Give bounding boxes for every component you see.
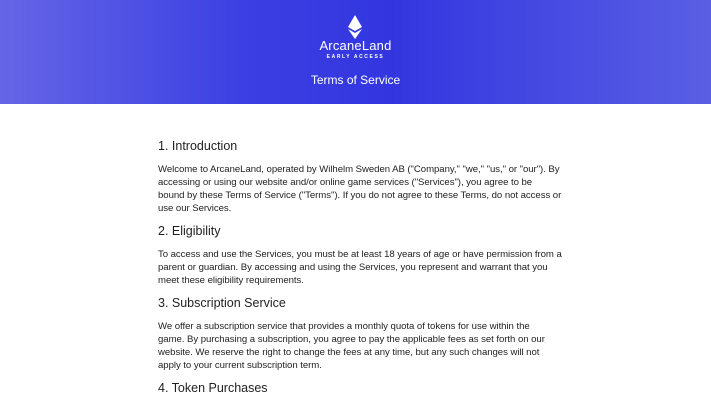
page-header: [0, 0, 711, 104]
brand-subtitle: EARLY ACCESS: [326, 54, 385, 60]
section-body-introduction: [158, 163, 562, 215]
section-heading-token-purchases: 4. Token Purchases: [158, 381, 268, 395]
text-line: parent or guardian. By accessing and using the Services, you represent and warrant that you: [158, 262, 548, 273]
text-line: game. By purchasing a subscription, you agree to pay the applicable fees as set forth on our: [158, 334, 545, 345]
section-heading-eligibility: 2. Eligibility: [158, 224, 221, 238]
text-line: We offer a subscription service that provides a monthly quota of tokens for use within the: [158, 321, 530, 332]
text-line: use our Services.: [158, 203, 232, 214]
brand-name: ArcaneLand: [319, 38, 392, 53]
text-line: website. We reserve the right to change the fees at any time, but any such changes will not: [158, 347, 540, 358]
section-body-eligibility: [158, 248, 562, 287]
text-line: accessing or using our website and/or online game services ("Services"), you agree to be: [158, 177, 533, 188]
ethereum-diamond-icon: [345, 15, 365, 39]
text-line: Welcome to ArcaneLand, operated by Wilhelm Sweden AB ("Company," "we," "us," or "our"). By: [158, 164, 560, 175]
section-heading-subscription: 3. Subscription Service: [158, 296, 286, 310]
section-heading-introduction: 1. Introduction: [158, 139, 238, 153]
text-line: bound by these Terms of Service ("Terms"). If you do not agree to these Terms, do not access or: [158, 190, 562, 201]
text-line: meet these eligibility requirements.: [158, 275, 304, 286]
text-line: To access and use the Services, you must be at least 18 years of age or have permission from a: [158, 249, 562, 260]
section-body-subscription: [158, 320, 558, 372]
text-line: apply to your current subscription term.: [158, 360, 322, 371]
page-title: Terms of Service: [310, 73, 401, 87]
